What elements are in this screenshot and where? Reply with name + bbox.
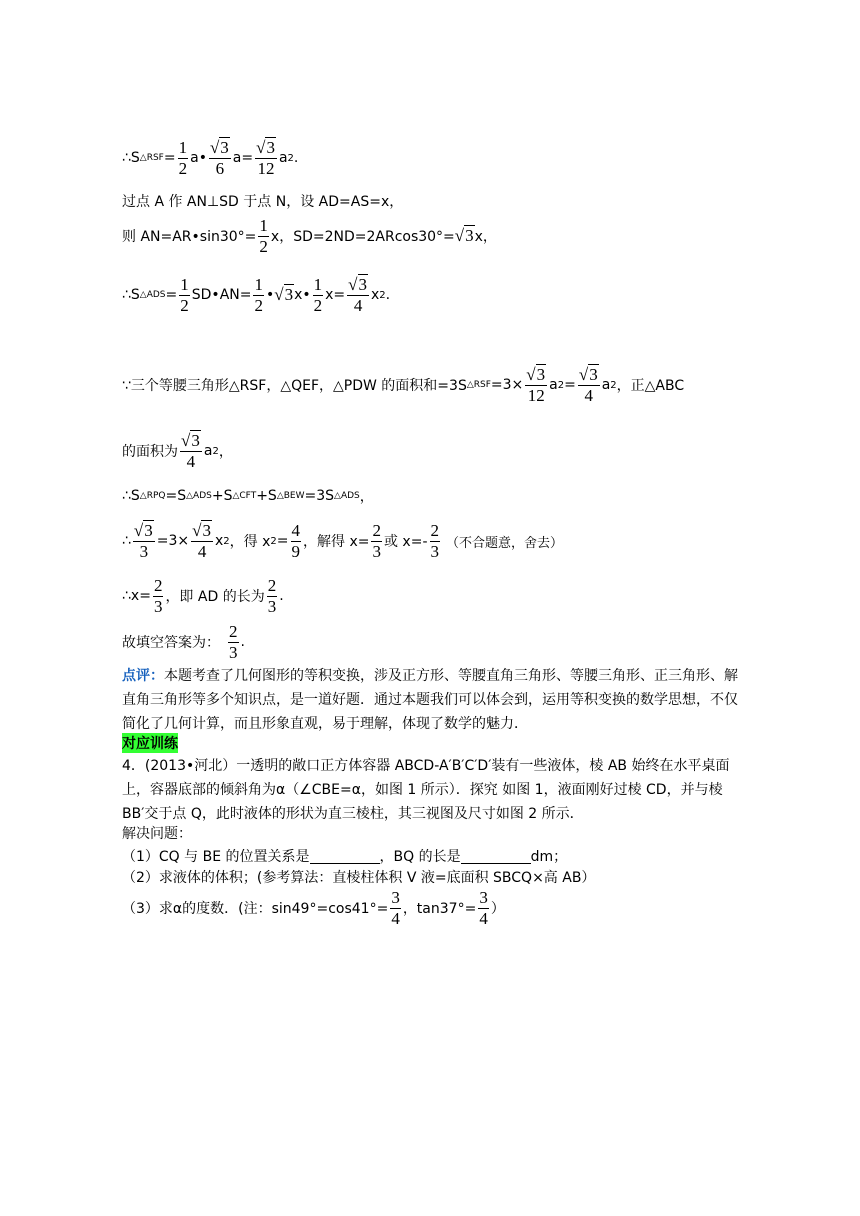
- text: x•: [294, 287, 311, 303]
- text: 的面积为: [122, 444, 178, 460]
- denominator: 2: [313, 295, 323, 315]
- numerator: 1: [180, 274, 189, 294]
- fraction: [347, 276, 369, 315]
- denominator: 3: [430, 541, 440, 561]
- numerator: 1: [178, 137, 188, 157]
- text: =3×: [156, 533, 190, 549]
- text: （不合题意，舍去）: [446, 535, 564, 551]
- fraction: [255, 139, 277, 178]
- text: x: [214, 533, 224, 549]
- text: ∴S: [122, 287, 140, 303]
- line-equation: [122, 516, 563, 566]
- denominator: 12: [257, 158, 275, 178]
- denominator: 2: [259, 236, 268, 256]
- comment-paragraph: [122, 664, 740, 736]
- text: 或 x=-: [383, 534, 428, 550]
- line-area-rsf: [122, 136, 298, 180]
- denominator: 4: [479, 908, 488, 928]
- text: ，BQ 的长是: [379, 849, 461, 865]
- fraction: [291, 522, 302, 561]
- text: ∵三个等腰三角形△RSF，△QEF，△PDW 的面积和=3S: [122, 378, 467, 394]
- superscript: 2: [557, 379, 565, 391]
- text: a: [278, 150, 288, 166]
- text: x，SD=2ND=2ARcos30°=: [270, 229, 455, 245]
- text: a: [203, 443, 213, 459]
- superscript: 2: [379, 289, 386, 301]
- denominator: 3: [139, 541, 149, 561]
- fraction: [478, 889, 489, 928]
- fraction: [390, 889, 401, 928]
- subscript: △RPQ: [139, 491, 166, 501]
- numerator: 1: [313, 274, 323, 294]
- text: ，: [218, 444, 233, 460]
- subscript: △RSF: [139, 153, 164, 163]
- line-area-ads: [122, 270, 390, 320]
- fraction: [258, 217, 269, 256]
- text: ，得 x: [229, 534, 271, 550]
- radicand: 3: [266, 137, 275, 157]
- denominator: 12: [527, 385, 545, 405]
- line-three-triangles: [122, 360, 684, 410]
- numerator: 2: [153, 575, 163, 595]
- fraction: [209, 139, 231, 178]
- text: x，: [474, 229, 497, 245]
- text: =: [564, 377, 576, 393]
- radicand: 3: [284, 285, 294, 304]
- superscript: 2: [212, 445, 219, 457]
- radicand: 3: [220, 137, 229, 157]
- fraction: [133, 522, 155, 561]
- problem-text: 4．(2013•河北）一透明的敞口正方体容器 ABCD-A′B′C′D′装有一些液体，棱 AB 始终在水平桌面上，容器底部的倾斜角为α（∠CBE=α，如图 1 所示）．探究 如图 1，液面刚好过棱 CD，并与棱 BB′交于点 Q，此时液体的形状为直三棱柱，其三视图及尺寸如图 2 所示．: [122, 758, 730, 822]
- section-heading: [122, 734, 178, 752]
- text: .: [385, 287, 391, 303]
- numerator: [180, 432, 202, 452]
- text: 解决问题：: [122, 826, 192, 842]
- radicand: 3: [358, 274, 367, 294]
- line-construct: [122, 190, 403, 212]
- text: =: [165, 287, 178, 303]
- radicand: 3: [536, 364, 546, 384]
- question-3: [122, 886, 505, 930]
- denominator: 6: [215, 158, 225, 178]
- subscript: △RSF: [466, 380, 491, 390]
- sqrt: √3: [526, 364, 546, 384]
- text: ，解得 x=: [303, 534, 370, 550]
- text: 过点 A 作 AN⊥SD 于点 N，设 AD=AS=x，: [122, 194, 404, 210]
- text: =3×: [490, 377, 524, 393]
- text: .: [279, 588, 284, 604]
- subscript: △ADS: [186, 491, 212, 501]
- fraction: [228, 623, 239, 662]
- answer-blank: [461, 849, 531, 864]
- denominator: 4: [353, 295, 363, 315]
- section-label: 对应训练: [122, 733, 178, 753]
- radicand: 3: [144, 520, 153, 540]
- radicand: 3: [465, 226, 474, 245]
- denominator: 4: [197, 541, 207, 561]
- problem-paragraph: [122, 754, 740, 826]
- sqrt: √3: [181, 430, 200, 450]
- denominator: 2: [178, 158, 188, 178]
- text: x=: [325, 287, 346, 303]
- question-1: [122, 845, 567, 867]
- superscript: 2: [610, 379, 617, 391]
- subscript: △BEW: [276, 491, 305, 501]
- denominator: 4: [584, 385, 594, 405]
- text: ）: [490, 901, 505, 917]
- text: =3S: [304, 488, 335, 504]
- comment-label: 点评：: [122, 668, 164, 684]
- numerator: [133, 522, 155, 542]
- line-answer: [122, 620, 245, 664]
- numerator: 3: [391, 887, 400, 907]
- fraction: [578, 366, 600, 405]
- text: SD•AN=: [191, 287, 252, 303]
- sqrt: √3: [274, 285, 294, 304]
- numerator: 2: [430, 520, 440, 540]
- sqrt: √3: [192, 520, 211, 540]
- sqrt: √3: [133, 520, 153, 540]
- fraction: [313, 276, 324, 315]
- radicand: 3: [191, 430, 200, 450]
- fraction: [371, 522, 382, 561]
- fraction: [178, 139, 189, 178]
- numerator: 1: [259, 215, 268, 235]
- sqrt: √3: [454, 226, 474, 245]
- text: ∴S: [122, 150, 140, 166]
- fraction: [180, 432, 202, 471]
- comment-text: 本题考查了几何图形的等积变换，涉及正方形、等腰直角三角形、等腰三角形、正三角形、解直角三角形等多个知识点，是一道好题．通过本题我们可以体会到，运用等积变换的数学思想，不仅简化了几何计算，而且形象直观，易于理解，体现了数学的魅力．: [122, 668, 738, 732]
- text: ，: [359, 489, 374, 505]
- numerator: [578, 366, 600, 386]
- text: dm；: [530, 849, 568, 865]
- text: ，即 AD 的长为: [165, 589, 265, 605]
- answer-blank: [310, 849, 380, 864]
- text: .: [240, 634, 245, 650]
- line-x-value: [122, 574, 284, 618]
- subscript: △CFT: [232, 491, 257, 501]
- text: ，正△ABC: [616, 378, 685, 394]
- denominator: 9: [291, 541, 301, 561]
- sqrt: √3: [578, 364, 598, 384]
- text: （3）求α的度数．(注：sin49°=cos41°=: [122, 901, 389, 917]
- numerator: 2: [372, 520, 381, 540]
- text: a=: [232, 150, 254, 166]
- numerator: [209, 139, 231, 159]
- question-2: [122, 866, 595, 888]
- text: a: [601, 377, 611, 393]
- text: ∴S: [122, 488, 140, 504]
- text: （1）CQ 与 BE 的位置关系是: [122, 849, 310, 865]
- line-solve: [122, 822, 192, 844]
- numerator: [255, 139, 277, 159]
- numerator: [347, 276, 369, 296]
- text: =: [163, 150, 176, 166]
- text: +S: [211, 488, 233, 504]
- denominator: 2: [180, 295, 189, 315]
- fraction: [253, 276, 264, 315]
- sqrt: √3: [348, 274, 367, 294]
- text: .: [293, 150, 299, 166]
- numerator: 2: [267, 575, 277, 595]
- line-abc-area: [122, 426, 233, 476]
- text: ∴: [122, 533, 131, 549]
- numerator: [525, 366, 547, 386]
- denominator: 3: [229, 642, 238, 662]
- denominator: 3: [153, 596, 163, 616]
- text: =S: [165, 488, 187, 504]
- denominator: 3: [372, 541, 381, 561]
- fraction: [153, 577, 164, 616]
- fraction: [267, 577, 278, 616]
- text: x: [371, 287, 380, 303]
- text: +S: [256, 488, 277, 504]
- fraction: [191, 522, 213, 561]
- numerator: 2: [229, 621, 238, 641]
- numerator: 4: [291, 520, 301, 540]
- line-an-sd: [122, 214, 497, 258]
- text: a: [549, 377, 558, 393]
- superscript: 2: [223, 535, 230, 547]
- sqrt: √3: [209, 137, 229, 157]
- line-rpq: [122, 484, 374, 508]
- text: a•: [190, 150, 207, 166]
- subscript: △ADS: [139, 290, 166, 300]
- text: ，tan37°=: [402, 901, 477, 917]
- fraction: [525, 366, 547, 405]
- superscript: 2: [287, 152, 294, 164]
- denominator: 3: [267, 596, 277, 616]
- sqrt: √3: [256, 137, 275, 157]
- fraction: [179, 276, 190, 315]
- text: （2）求液体的体积；(参考算法：直棱柱体积 V 液=底面积 SBCQ×高 AB）: [122, 870, 596, 886]
- text: •: [265, 287, 275, 303]
- numerator: [191, 522, 213, 542]
- denominator: 2: [254, 295, 263, 315]
- superscript: 2: [270, 535, 277, 547]
- denominator: 4: [391, 908, 400, 928]
- numerator: 3: [479, 887, 488, 907]
- text: 则 AN=AR•sin30°=: [122, 229, 257, 245]
- radicand: 3: [202, 520, 211, 540]
- text: ∴x=: [122, 588, 151, 604]
- text: 故填空答案为：: [122, 635, 220, 651]
- subscript: △ADS: [334, 491, 360, 501]
- text: =: [276, 533, 289, 549]
- radicand: 3: [589, 364, 598, 384]
- numerator: 1: [254, 274, 263, 294]
- fraction: [430, 522, 441, 561]
- denominator: 4: [186, 451, 196, 471]
